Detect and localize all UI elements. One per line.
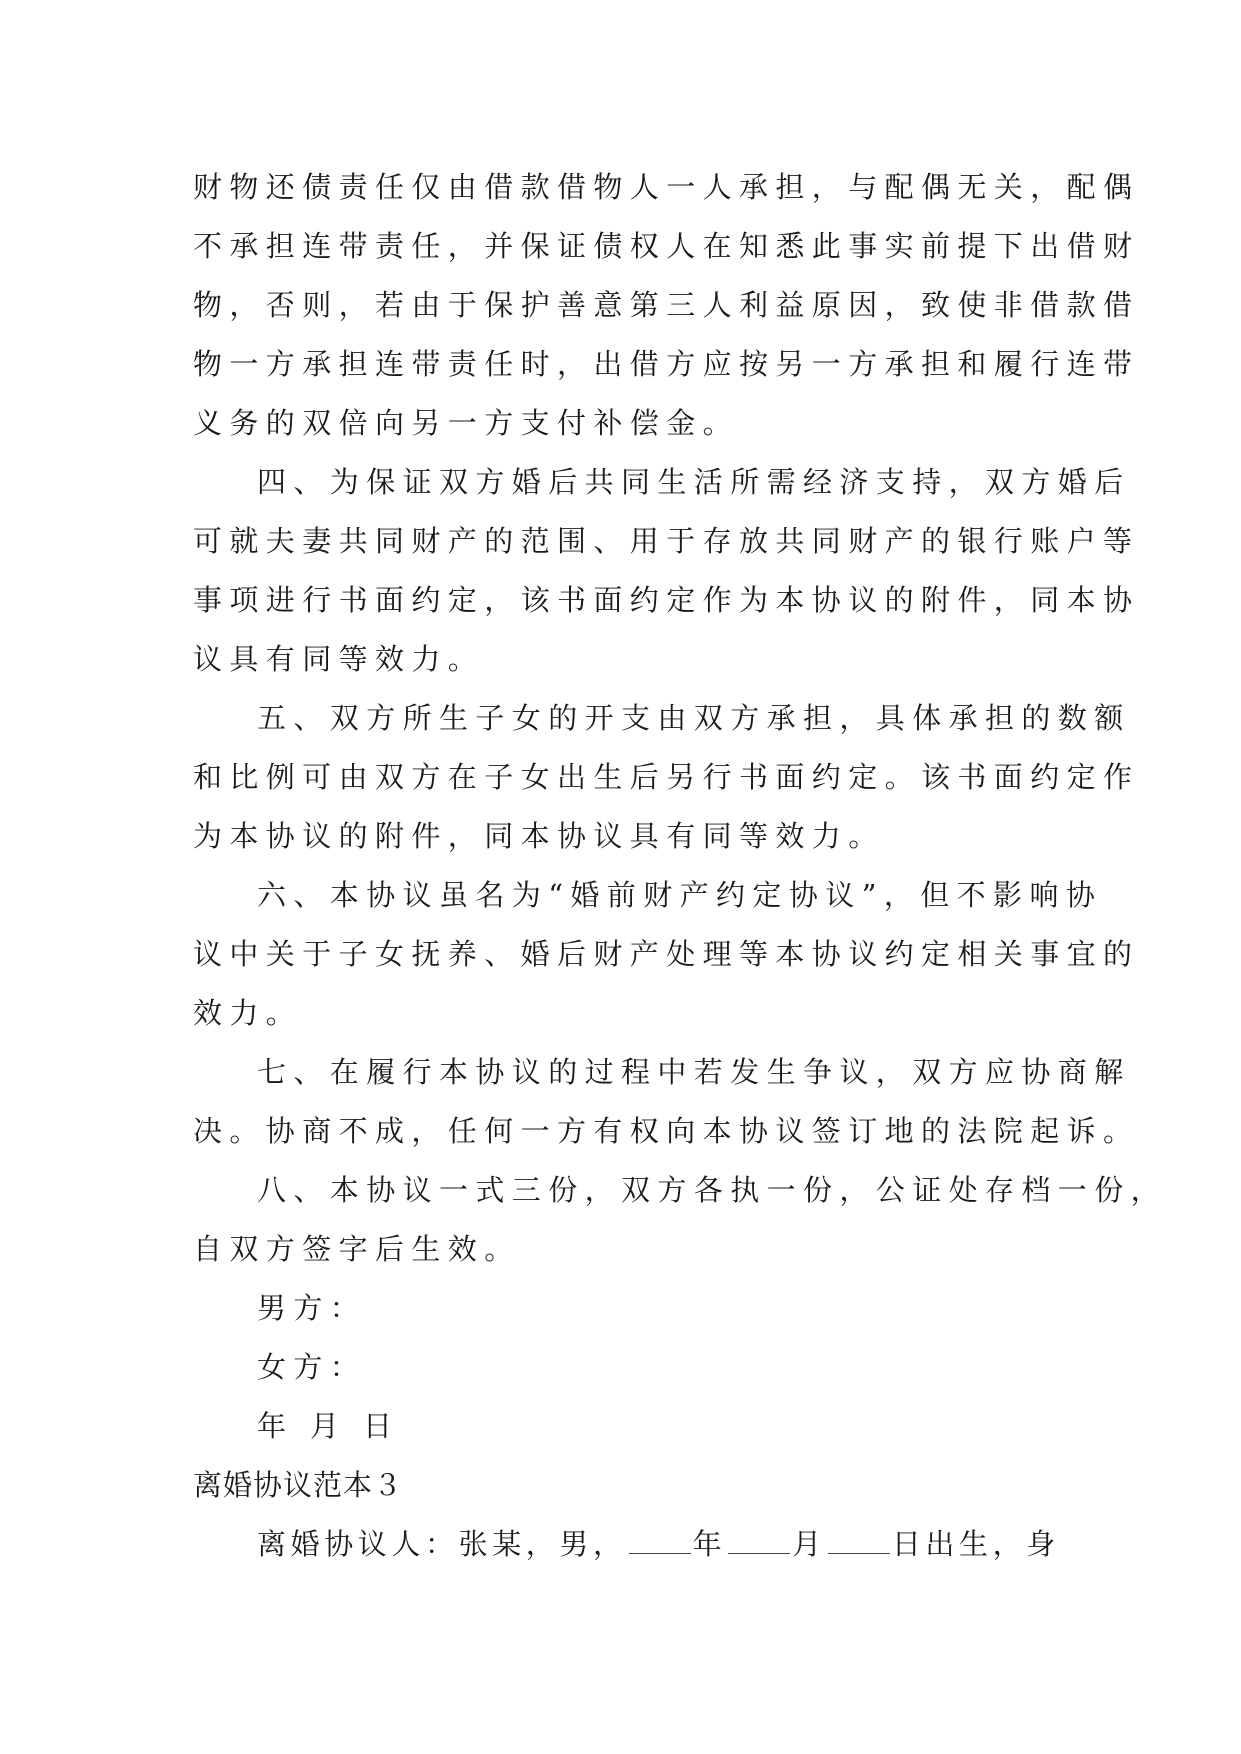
text-line: 事项进行书面约定，该书面约定作为本协议的附件，同本协 [193,583,1140,617]
text-line: 为本协议的附件，同本协议具有同等效力。 [193,819,885,853]
text-line [193,1515,1060,1574]
text-line: 可就夫妻共同财产的范围、用于存放共同财产的银行账户等 [193,524,1140,558]
text-line: 不承担连带责任，并保证债权人在知悉此事实前提下出借财 [193,229,1140,263]
text-line: 义务的双倍向另一方支付补偿金。 [193,406,740,440]
document-page [193,158,1168,1574]
text-line: 五、双方所生子女的开支由双方承担，具体承担的数额 [257,701,1131,735]
text-line: 自双方签字后生效。 [193,1232,521,1266]
text-line: 物一方承担连带责任时，出借方应按另一方承担和履行连带 [193,347,1140,381]
text-line: 七、在履行本协议的过程中若发生争议，双方应协商解 [257,1055,1131,1089]
party-birth-text: 日出生，身 [891,1527,1060,1561]
signature-female-label: 女方： [257,1350,367,1384]
text-line: 物，否则，若由于保护善意第三人利益原因，致使非借款借 [193,288,1140,322]
text-line: 议具有同等效力。 [193,642,485,676]
month-label: 月 [792,1527,826,1561]
text-line: 八、本协议一式三份，双方各执一份，公证处存档一份， [257,1173,1168,1207]
text-line: 四、为保证双方婚后共同生活所需经济支持，双方婚后 [257,465,1131,499]
text-line: 和比例可由双方在子女出生后另行书面约定。该书面约定作 [193,760,1140,794]
party-intro-text: 离婚协议人：张某，男， [257,1527,627,1561]
text-line: 议中关于子女抚养、婚后财产处理等本协议约定相关事宜的 [193,937,1140,971]
month-blank [728,1527,790,1554]
signature-male-label: 男方： [257,1291,367,1325]
signature-date-label: 年 月 日 [257,1409,400,1443]
text-line: 效力。 [193,996,303,1030]
year-label: 年 [692,1527,727,1561]
section-heading: 离婚协议范本３ [193,1468,404,1502]
year-blank [629,1527,691,1554]
day-blank [828,1527,890,1554]
text-line: 六、本协议虽名为“婚前财产约定协议”，但不影响协 [257,878,1103,912]
text-line: 财物还债责任仅由借款借物人一人承担，与配偶无关，配偶 [193,170,1140,204]
text-line: 决。协商不成，任何一方有权向本协议签订地的法院起诉。 [193,1114,1140,1148]
